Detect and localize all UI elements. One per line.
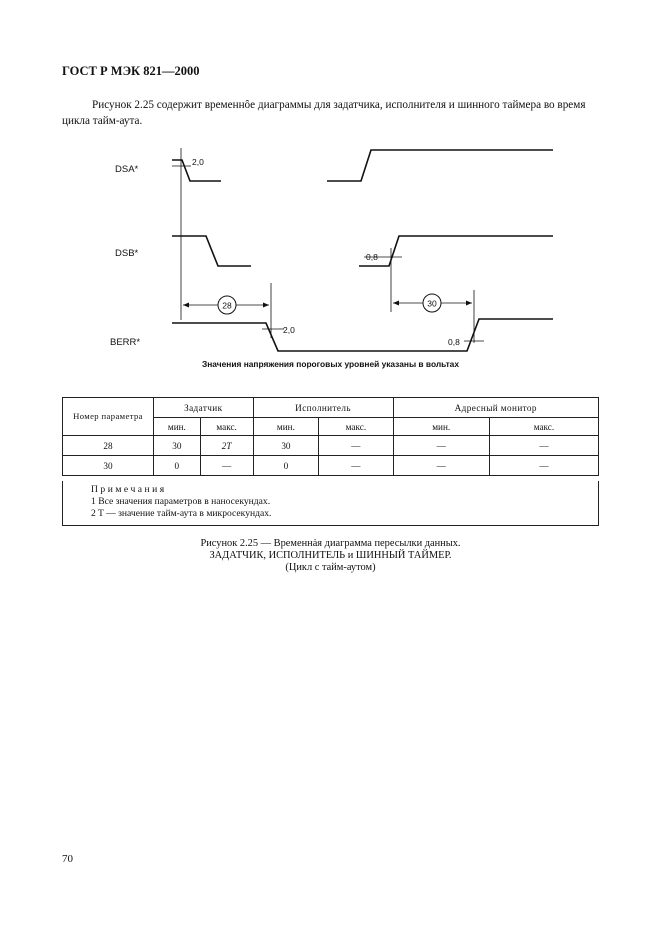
berr-high-threshold: 2,0 [283,325,295,335]
monitor-max-header: макс. [489,418,598,436]
slave-min-header: мин. [253,418,319,436]
berr-waveform [172,319,553,351]
threshold-note: Значения напряжения пороговых уровней указаны в вольтах [202,359,459,369]
master-max-header: макс. [200,418,253,436]
notes-heading: Примечания [91,484,167,495]
table-notes [62,481,599,526]
slave-max-header: макс. [319,418,393,436]
dsa-label: DSA* [115,164,139,175]
param-30-label: 30 [427,298,437,309]
master-group-header: Задатчик [154,398,254,418]
timing-diagram [0,0,661,380]
note-item: 1 Все значения параметров в наносекундах. [91,496,271,507]
dsb-threshold: 0,8 [366,252,378,262]
table-row: 30 0 — 0 — — — [63,456,599,476]
dsb-waveform-right [359,236,553,266]
page-number: 70 [62,853,73,865]
dsb-label: DSB* [115,248,139,259]
figure-caption-line2: ЗАДАТЧИК, ИСПОЛНИТЕЛЬ и ШИННЫЙ ТАЙМЕР. [209,550,452,561]
standard-header: ГОСТ Р МЭК 821—2000 [62,64,200,78]
param-28-label: 28 [222,300,232,311]
figure-caption-line3: (Цикл с тайм-аутом) [285,562,376,573]
param-column-header: Номер параметра [63,398,154,436]
monitor-min-header: мин. [393,418,489,436]
parameters-table [62,397,599,476]
dsa-threshold: 2,0 [192,157,204,167]
berr-label: BERR* [110,337,141,348]
monitor-group-header: Адресный монитор [393,398,598,418]
table-row: 28 30 2T 30 — — — [63,436,599,456]
figure-caption-line1: Рисунок 2.25 — Временнȧя диаграмма пересылки данных. [200,538,461,549]
dsa-waveform-right [327,150,553,181]
note-item: 2 T — значение тайм-аута в микросекундах. [91,508,272,519]
dsb-waveform-left [172,236,251,266]
berr-low-threshold: 0,8 [448,337,460,347]
master-min-header: мин. [154,418,201,436]
intro-paragraph: Рисунок 2.25 содержит временнȏе диаграммы для задатчика, исполнителя и шинного таймера во время цикла тайм-аута. [62,99,586,127]
slave-group-header: Исполнитель [253,398,393,418]
figure-caption [0,538,661,574]
